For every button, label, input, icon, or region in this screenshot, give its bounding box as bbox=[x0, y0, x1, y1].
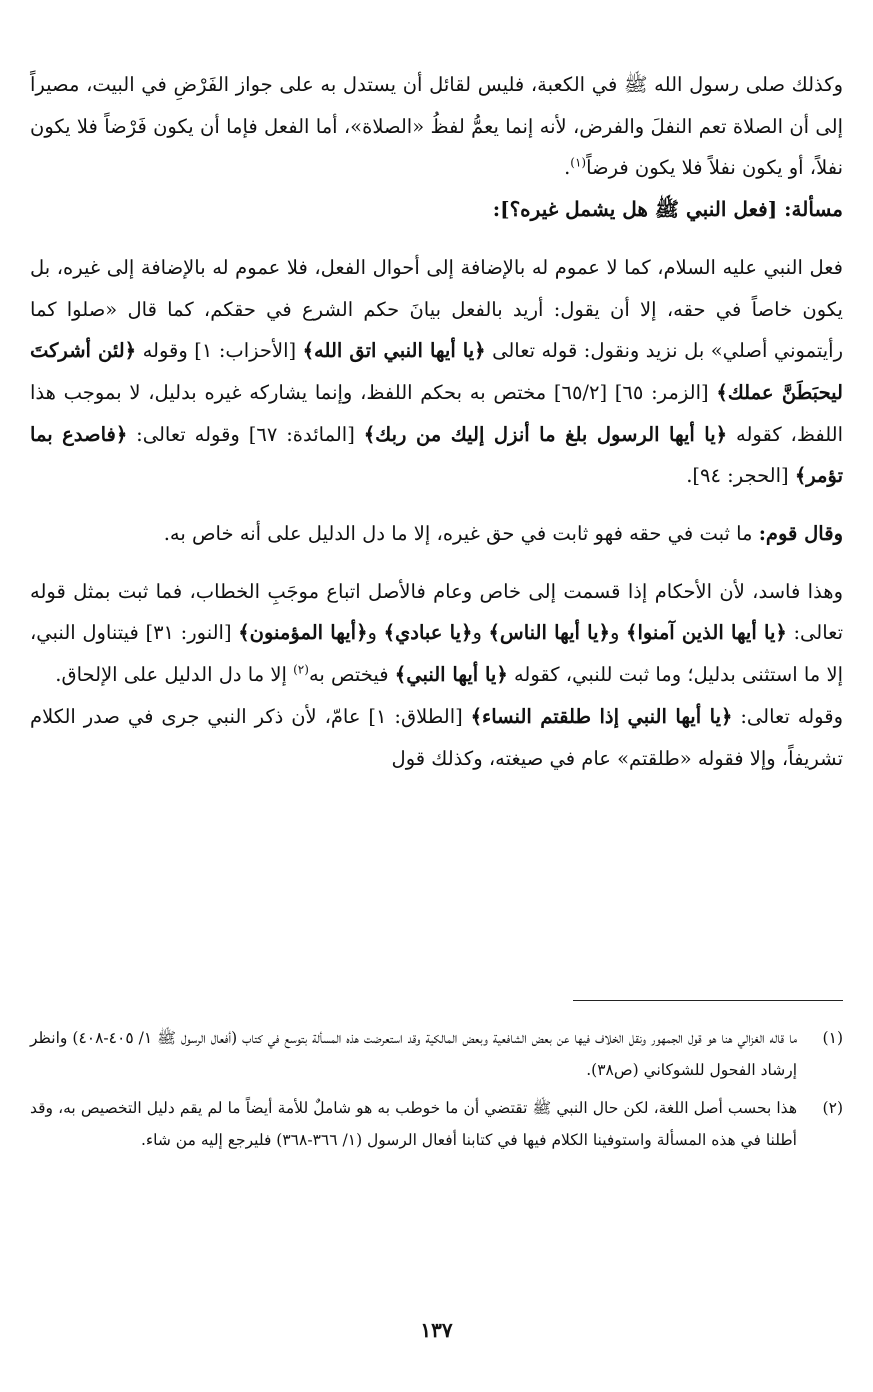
quran-quote: ﴿يا عبادي﴾ bbox=[383, 621, 473, 645]
quran-quote: ﴿لئن أشركتَ ليحبَطَنَّ عملك﴾ bbox=[30, 339, 843, 404]
page-number: ١٣٧ bbox=[420, 1318, 453, 1342]
paragraph-5: وقوله تعالى: ﴿يا أيها النبي إذا طلقتم النساء﴾ [الطلاق: ١] عامّ، لأن ذكر النبي جرى في صدر الكلام تشريفاً، وإلا فقوله «طلقتم» عام في صيغته، وكذلك قول bbox=[30, 704, 843, 770]
footnote-number: (٢) bbox=[822, 1099, 843, 1117]
quran-quote: ﴿يا أيها الرسول بلغ ما أنزل إليك من ربك﴾ bbox=[363, 422, 728, 446]
quran-quote: ﴿فاصدع بما تؤمر﴾ bbox=[30, 422, 843, 488]
paragraph-4: وهذا فاسد، لأن الأحكام إذا قسمت إلى خاص وعام فالأصل اتباع موجَبِ الخطاب، فما ثبت بمثل قوله تعالى: ﴿يا أيها الذين آمنوا﴾ و﴿يا أيها الناس﴾ و﴿يا عبادي﴾ و﴿أيها المؤمنون﴾ [النور: ٣١] فيتناول النبي، إلا ما استثنى بدليل؛ وما ثبت للنبي، كقوله ﴿يا أيها النبي﴾ فيختص به$^{(٢)}$ إلا ما دل الدليل على الإلحاق. bbox=[30, 579, 843, 687]
footnote-text: ما قاله الغزالي هنا هو قول الجمهور ونقل الخلاف فيها عن بعض الشافعية وبعض المالكية وقد استعرضت هذه المسألة بتوسع في كتاب (أفعال الرسول ﷺ ١/ ٤٠٥-٤٠٨) وانظر إرشاد الفحول للشوكاني (ص٣٨). bbox=[30, 1029, 797, 1079]
paragraph-2: فعل النبي عليه السلام، كما لا عموم له بالإضافة إلى أحوال الفعل، فلا عموم له بالإضافة إلى غيره، بل يكون خاصاً في حقه، إلا أن يقول: أريد بالفعل بيانَ حكم الشرع في حقكم، كما قال «صلوا كما رأيتموني أصلي» بل نزيد ونقول: قوله تعالى ﴿يا أيها النبي اتق الله﴾ [الأحزاب: ١] وقوله ﴿لئن أشركتَ ليحبَطَنَّ عملك﴾ [الزمر: ٦٥] [٦٥/٢] مختص به بحكم اللفظ، وإنما يشاركه غيره بدليل، لا بموجب هذا اللفظ، كقوله ﴿يا أيها الرسول بلغ ما أنزل إليك من ربك﴾ [المائدة: ٦٧] وقوله تعالى: ﴿فاصدع بما تؤمر﴾ [الحجر: ٩٤]. bbox=[30, 255, 844, 488]
quran-quote: ﴿يا أيها الناس﴾ bbox=[488, 621, 610, 645]
footnotes bbox=[30, 1022, 843, 1162]
footnote-1 bbox=[30, 1022, 843, 1086]
quran-quote: ﴿أيها المؤمنون﴾ bbox=[238, 621, 368, 645]
main-text bbox=[30, 64, 843, 779]
footnote-text: هذا بحسب أصل اللغة، لكن حال النبي ﷺ تقتضي أن ما خوطب به هو شاملٌ للأمة أيضاً ما لم يقم دليل التخصيص به، وقد أطلنا في هذه المسألة واستوفينا الكلام فيها في كتابنا أفعال الرسول (١/ ٣٦٦-٣٦٨) فليرجع إليه من شاء. bbox=[30, 1099, 797, 1149]
footnote-ref-2: (٢) bbox=[293, 662, 309, 677]
paragraph-3: وقال قوم: ما ثبت في حقه فهو ثابت في حق غيره، إلا ما دل الدليل على أنه خاص به. bbox=[163, 522, 843, 546]
quran-quote: ﴿يا أيها النبي﴾ bbox=[394, 663, 508, 687]
footnote-number: (١) bbox=[822, 1029, 843, 1047]
footnote-ref-1: (١) bbox=[570, 155, 587, 170]
footnote-2 bbox=[30, 1092, 843, 1156]
paragraph-lead: وقال قوم: bbox=[758, 522, 843, 546]
quran-quote: ﴿يا أيها النبي اتق الله﴾ bbox=[302, 339, 486, 363]
section-heading: مسألة: [فعل النبي ﷺ هل يشمل غيره؟]: bbox=[492, 197, 843, 222]
footnote-separator bbox=[573, 1000, 843, 1001]
quran-quote: ﴿يا أيها الذين آمنوا﴾ bbox=[626, 621, 787, 645]
quran-quote: ﴿يا أيها النبي إذا طلقتم النساء﴾ bbox=[470, 704, 733, 728]
paragraph-1: وكذلك صلى رسول الله ﷺ في الكعبة، فليس لقائل أن يستدل به على جواز الفَرْضِ في البيت، مصيراً إلى أن الصلاة تعم النفلَ والفرض، لأنه إنما يعمُّ لفظُ «الصلاة»، أما الفعل فإما أن يكون فَرْضاً فلا يكون نفلاً، أو يكون نفلاً فلا يكون فرضاً$^{(١)}$. bbox=[30, 73, 843, 180]
